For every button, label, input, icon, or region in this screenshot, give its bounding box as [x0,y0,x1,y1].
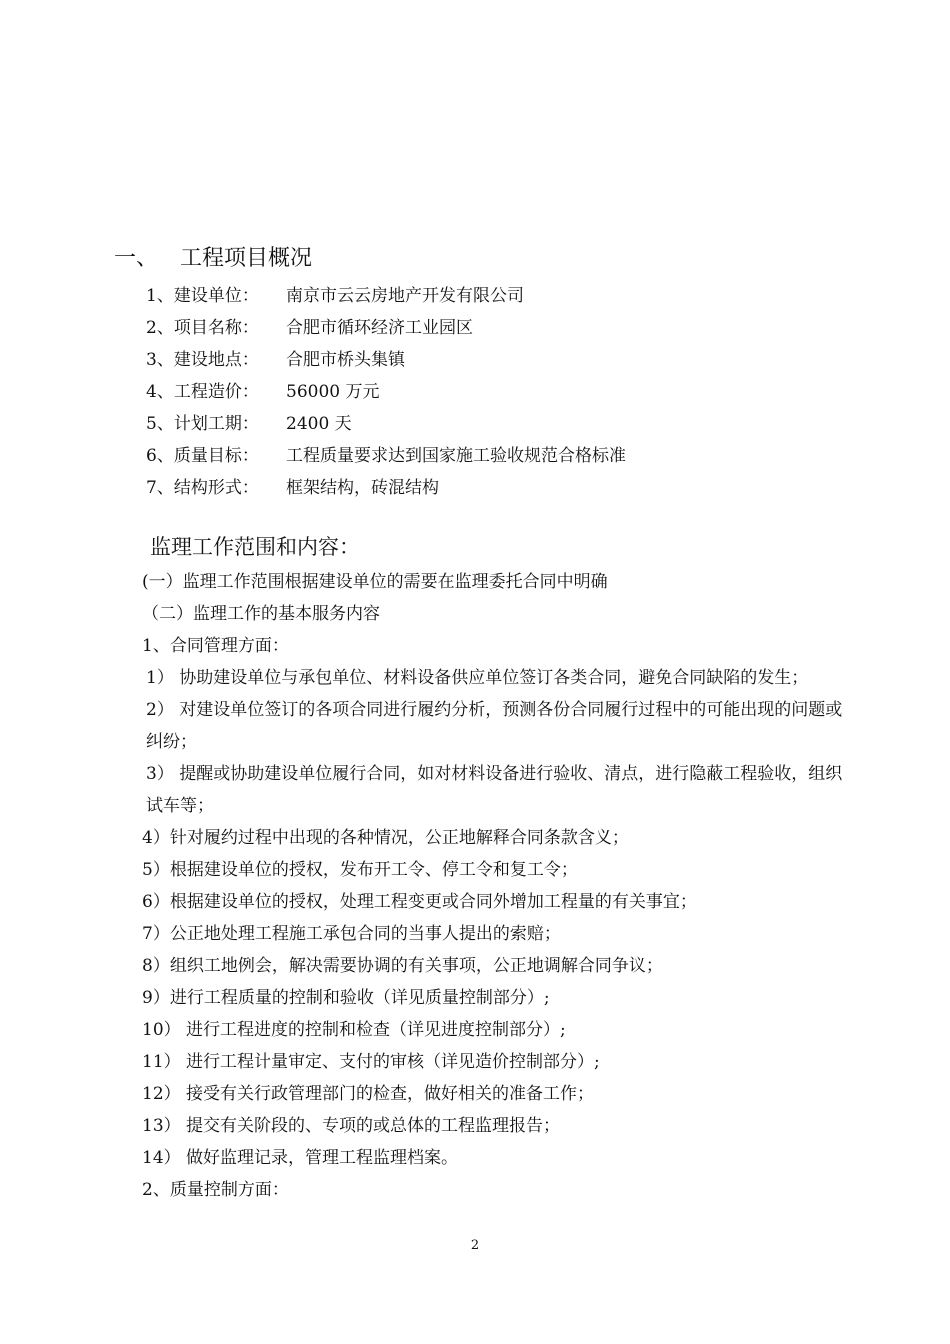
contract-item: 8）组织工地例会，解决需要协调的有关事项，公正地调解合同争议； [142,956,663,976]
section-number: 一、 [114,246,159,271]
contract-item: 5）根据建设单位的授权，发布开工令、停工令和复工令； [142,860,578,880]
overview-value: 工程质量要求达到国家施工验收规范合格标准 [286,446,626,466]
project-overview-list [146,280,626,504]
overview-value: 2400 天 [286,414,352,434]
overview-item [146,280,626,312]
contract-item: 4）针对履约过程中出现的各种情况，公正地解释合同条款含义； [142,828,629,848]
overview-label: 6、质量目标： [146,446,259,466]
contract-item: 7）公正地处理工程施工承包合同的当事人提出的索赔； [142,924,561,944]
scope-paragraph: (一）监理工作范围根据建设单位的需要在监理委托合同中明确 [142,572,608,592]
overview-item [146,408,626,440]
overview-label: 5、计划工期： [146,414,259,434]
quality-heading: 2、质量控制方面： [142,1180,289,1200]
contract-heading: 1、合同管理方面： [142,636,289,656]
overview-item [146,376,626,408]
overview-item [146,440,626,472]
overview-label: 7、结构形式： [146,478,259,498]
overview-item [146,472,626,504]
overview-value: 合肥市循环经济工业园区 [286,318,473,338]
overview-label: 2、项目名称： [146,318,259,338]
contract-item: 6）根据建设单位的授权，处理工程变更或合同外增加工程量的有关事宜； [142,892,697,912]
page-number: 2 [470,1238,480,1253]
section-heading [114,244,312,274]
overview-label: 4、工程造价： [146,382,259,402]
contract-item: 9）进行工程质量的控制和验收（详见质量控制部分）; [142,988,550,1008]
overview-label: 1、建设单位： [146,286,259,306]
services-paragraph: （二）监理工作的基本服务内容 [142,604,380,624]
contract-item: 2） 对建设单位签订的各项合同进行履约分析，预测各份合同履行过程中的可能出现的问题或纠纷； [146,700,843,752]
contract-item: 12） 接受有关行政管理部门的检查，做好相关的准备工作； [142,1084,595,1104]
overview-value: 合肥市桥头集镇 [286,350,405,370]
overview-item [146,312,626,344]
overview-value: 南京市云云房地产开发有限公司 [286,286,524,306]
contract-item: 13） 提交有关阶段的、专项的或总体的工程监理报告； [142,1116,561,1136]
overview-value: 框架结构，砖混结构 [286,478,439,498]
contract-item: 14） 做好监理记录，管理工程监理档案。 [142,1148,459,1168]
contract-item: 11） 进行工程计量审定、支付的审核（详见造价控制部分）; [142,1052,600,1072]
overview-label: 3、建设地点： [146,350,259,370]
overview-value: 56000 万元 [286,382,380,402]
contract-item: 1） 协助建设单位与承包单位、材料设备供应单位签订各类合同，避免合同缺陷的发生； [146,668,809,688]
contract-item: 3） 提醒或协助建设单位履行合同，如对材料设备进行验收、清点，进行隐蔽工程验收，组织试车等； [146,764,843,816]
supervision-body [142,566,858,1206]
supervision-scope-heading: 监理工作范围和内容： [150,535,360,559]
overview-item [146,344,626,376]
section-title: 工程项目概况 [180,246,313,271]
contract-item: 10） 进行工程进度的控制和检查（详见进度控制部分）; [142,1020,566,1040]
